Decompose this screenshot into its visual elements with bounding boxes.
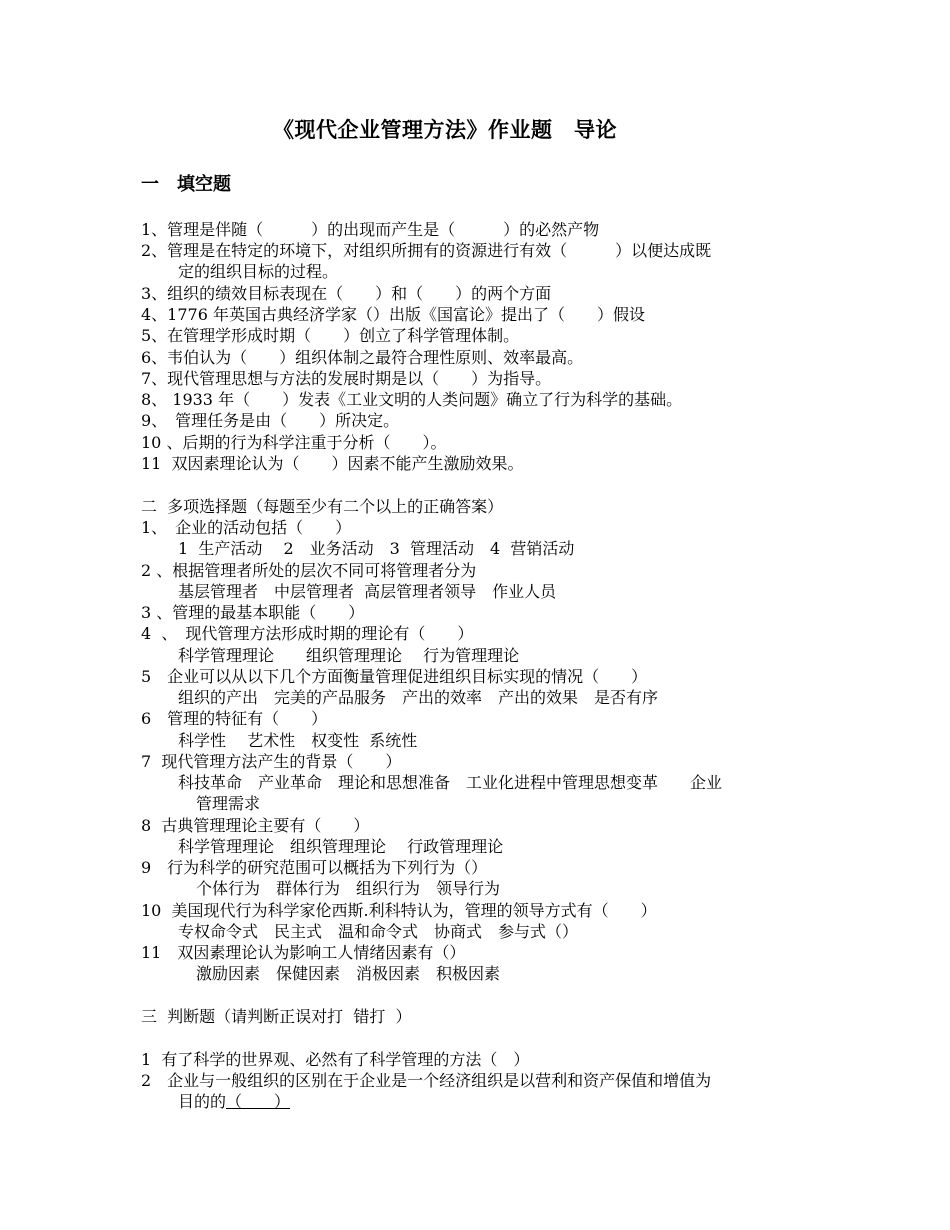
fill-blank-item: 7、现代管理思想与方法的发展时期是以（ ）为指导。 (141, 369, 552, 388)
fill-blank-item: 11 双因素理论认为（ ）因素不能产生激励效果。 (141, 454, 524, 473)
fill-blank-item: 5、在管理学形成时期（ ）创立了科学管理体制。 (141, 326, 520, 345)
fill-blank-item: 10 、后期的行为科学注重于分析（ ）。 (141, 433, 447, 452)
tf-question-text: 目的的 (178, 1092, 227, 1111)
fill-blank-item: 3、组织的绩效目标表现在（ ）和（ ）的两个方面 (141, 284, 552, 303)
mc-question: 8 古典管理理论主要有（ ） (141, 816, 370, 835)
mc-options: 科学管理理论 组织管理理论 行为管理理论 (178, 646, 520, 665)
mc-options: 专权命令式 民主式 温和命令式 协商式 参与式（） (178, 922, 579, 941)
mc-question: 1、 企业的活动包括（ ） (141, 518, 352, 537)
section-heading-multiple-choice: 二 多项选择题（每题至少有二个以上的正确答案） (141, 497, 504, 516)
mc-question: 6 管理的特征有（ ） (141, 709, 328, 728)
fill-blank-item: 4、1776 年英国古典经济学家（）出版《国富论》提出了（ ）假设 (141, 305, 645, 324)
fill-blank-item-continuation: 定的组织目标的过程。 (178, 262, 339, 281)
fill-blank-item: 8、 1933 年（ ）发表《工业文明的人类问题》确立了行为科学的基础。 (141, 390, 683, 409)
mc-options: 个体行为 群体行为 组织行为 领导行为 (196, 879, 501, 898)
section-heading-true-false: 三 判断题（请判断正误对打 错打 ） (141, 1007, 412, 1026)
page-title: 《现代企业管理方法》作业题 导论 (273, 117, 617, 142)
mc-question: 5 企业可以从以下几个方面衡量管理促进组织目标实现的情况（ ） (141, 667, 648, 686)
mc-options: 科学性 艺术性 权变性 系统性 (178, 731, 418, 750)
fill-blank-item: 2、管理是在特定的环境下，对组织所拥有的资源进行有效（ ）以便达成既 (141, 241, 712, 260)
section-heading-fill-blank: 一 填空题 (141, 174, 231, 195)
mc-options: 激励因素 保健因素 消极因素 积极因素 (196, 964, 501, 983)
mc-options: 科学管理理论 组织管理理论 行政管理理论 (178, 837, 504, 856)
fill-blank-item: 1、管理是伴随（ ）的出现而产生是（ ）的必然产物 (141, 220, 600, 239)
mc-options: 组织的产出 完美的产品服务 产出的效率 产出的效果 是否有序 (178, 688, 659, 707)
mc-options: 科技革命 产业革命 理论和思想准备 工业化进程中管理思想变革 企业 (178, 773, 723, 792)
tf-question: 1 有了科学的世界观、必然有了科学管理的方法（ ） (141, 1050, 530, 1069)
mc-question: 7 现代管理方法产生的背景（ ） (141, 752, 402, 771)
mc-question: 3 、管理的最基本职能（ ） (141, 603, 365, 622)
mc-question: 10 美国现代行为科学家伦西斯.利科特认为，管理的领导方式有（ ） (141, 901, 657, 920)
mc-options-continuation: 管理需求 (196, 794, 261, 813)
mc-options: 1 生产活动 2 业务活动 3 管理活动 4 营销活动 (178, 539, 575, 558)
fill-blank-item: 9、 管理任务是由（ ）所决定。 (141, 411, 400, 430)
fill-blank-item: 6、韦伯认为（ ）组织体制之最符合理性原则、效率最高。 (141, 348, 584, 367)
mc-question: 2 、根据管理者所处的层次不同可将管理者分为 (141, 561, 477, 580)
answer-blank: （ ） (226, 1092, 291, 1111)
mc-question: 11 双因素理论认为影响工人情绪因素有（） (141, 943, 466, 962)
mc-question: 9 行为科学的研究范围可以概括为下列行为（） (141, 858, 488, 877)
mc-question: 4 、 现代管理方法形成时期的理论有（ ） (141, 624, 474, 643)
mc-options: 基层管理者 中层管理者 高层管理者领导 作业人员 (178, 582, 557, 601)
tf-question: 2 企业与一般组织的区别在于企业是一个经济组织是以营利和资产保值和增值为 (141, 1071, 712, 1090)
tf-question-continuation (178, 1091, 290, 1112)
